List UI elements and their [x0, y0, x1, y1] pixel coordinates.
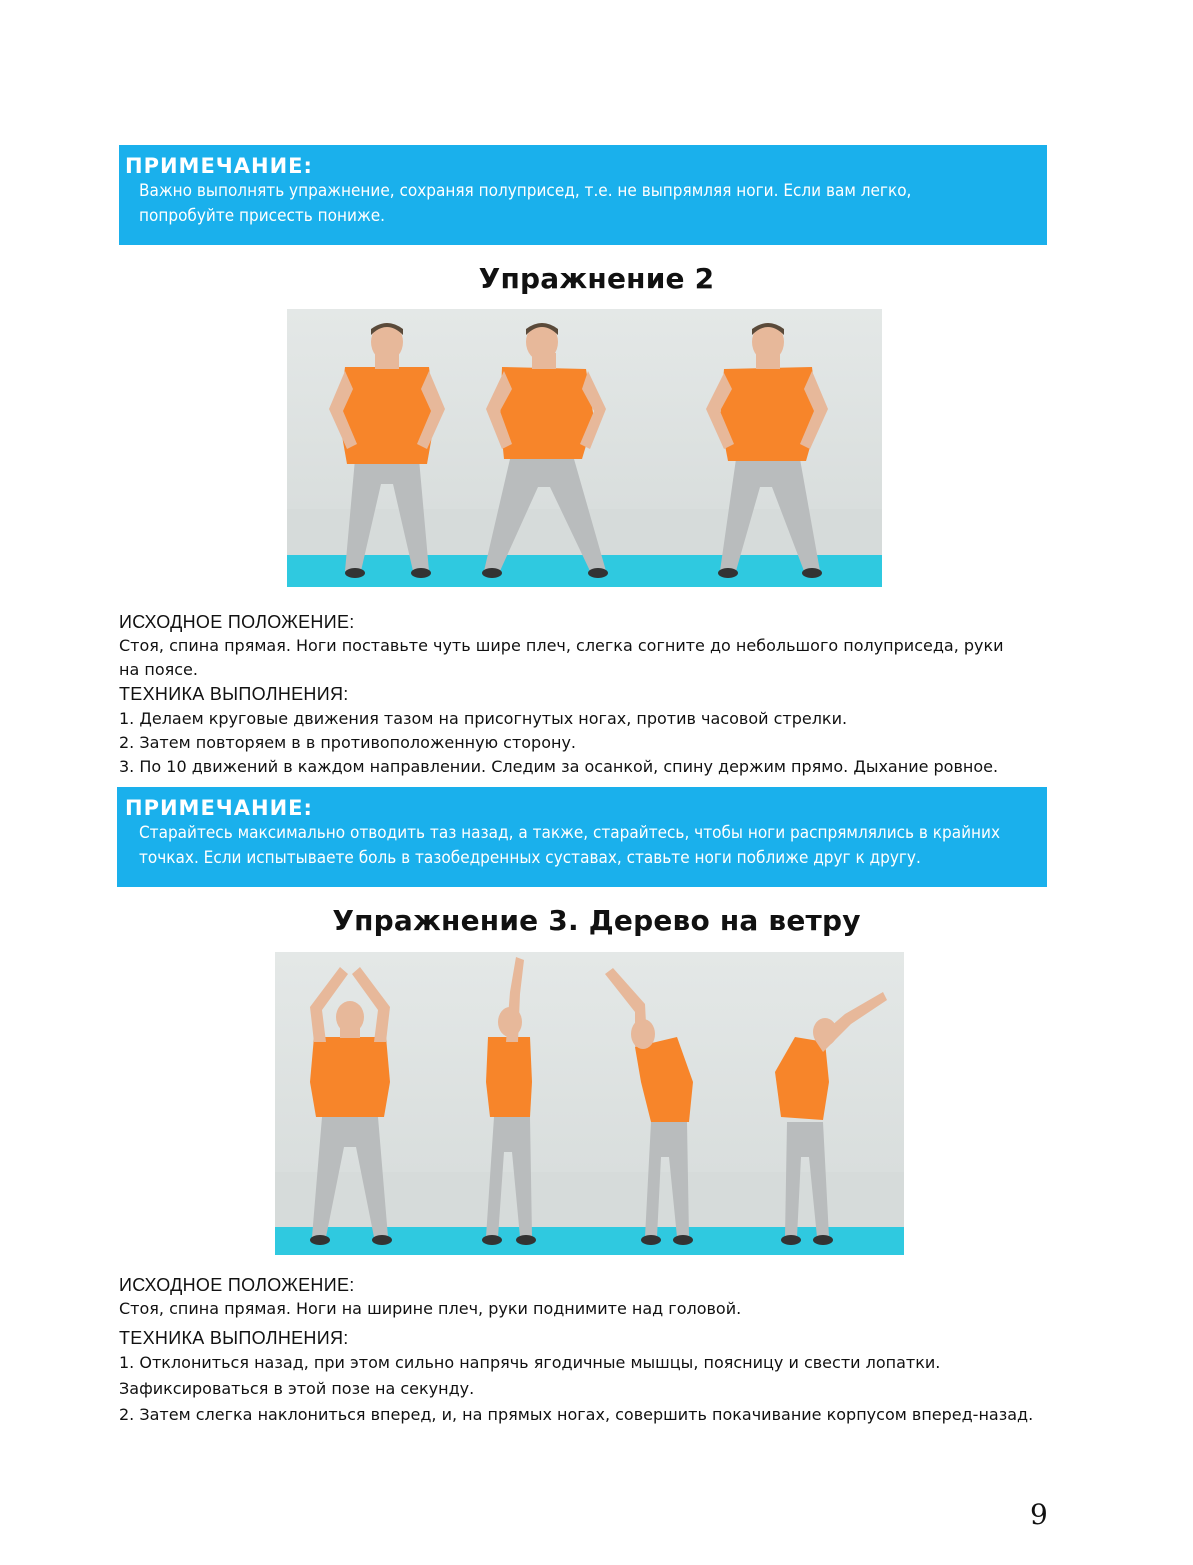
person-figure	[482, 323, 608, 578]
page-number: 9	[1030, 1498, 1048, 1531]
technique-line: 3. По 10 движений в каждом направлении. Следим за осанкой, спину держим прямо. Дыхание ровное.	[119, 757, 999, 776]
exercise-2-photo	[287, 309, 882, 587]
person-figure	[775, 992, 887, 1245]
technique-line: 1. Отклониться назад, при этом сильно напрячь ягодичные мышцы, поясницу и свести лопатки.	[119, 1353, 941, 1372]
technique-heading: ТЕХНИКА ВЫПОЛНЕНИЯ:	[119, 1328, 349, 1348]
person-figure	[329, 323, 445, 578]
start-position-line: на поясе.	[119, 660, 198, 679]
note-heading: ПРИМЕЧАНИЕ:	[125, 154, 313, 178]
exercise-3-title: Упражнение 3. Дерево на ветру	[332, 904, 861, 937]
technique-line: 1. Делаем круговые движения тазом на присогнутых ногах, против часовой стрелки.	[119, 709, 848, 728]
exercise-2-figures	[287, 309, 882, 587]
note-text-line: Старайтесь максимально отводить таз назад, а также, старайтесь, чтобы ноги распрямлялись в крайних	[139, 823, 1001, 843]
exercise-3-photo	[275, 952, 904, 1255]
start-position-line: Стоя, спина прямая. Ноги поставьте чуть шире плеч, слегка согните до небольшого полуприседа, руки	[119, 636, 1004, 655]
start-position-line: Стоя, спина прямая. Ноги на ширине плеч, руки поднимите над головой.	[119, 1299, 742, 1318]
exercise-3-figures	[275, 952, 904, 1255]
person-figure	[605, 968, 693, 1245]
note-box-2	[117, 787, 1047, 887]
start-position-heading: ИСХОДНОЕ ПОЛОЖЕНИЕ:	[119, 612, 355, 632]
note-heading: ПРИМЕЧАНИЕ:	[125, 796, 313, 820]
note-text-line: попробуйте присесть пониже.	[139, 206, 386, 226]
exercise-2-title: Упражнение 2	[478, 262, 715, 295]
start-position-heading: ИСХОДНОЕ ПОЛОЖЕНИЕ:	[119, 1275, 355, 1295]
person-figure	[310, 967, 392, 1245]
technique-line: Зафиксироваться в этой позе на секунду.	[119, 1379, 475, 1398]
technique-heading: ТЕХНИКА ВЫПОЛНЕНИЯ:	[119, 684, 349, 704]
person-figure	[706, 323, 828, 578]
technique-line: 2. Затем повторяем в в противоположенную сторону.	[119, 733, 577, 752]
note-text-line: Важно выполнять упражнение, сохраняя полуприсед, т.е. не выпрямляя ноги. Если вам легко,	[139, 181, 912, 201]
person-figure	[482, 957, 536, 1245]
technique-line: 2. Затем слегка наклониться вперед, и, на прямых ногах, совершить покачивание корпусом вперед-назад.	[119, 1405, 1034, 1424]
note-box-1	[119, 145, 1047, 245]
note-text-line: точках. Если испытываете боль в тазобедренных суставах, ставьте ноги поближе друг к другу.	[139, 848, 921, 868]
